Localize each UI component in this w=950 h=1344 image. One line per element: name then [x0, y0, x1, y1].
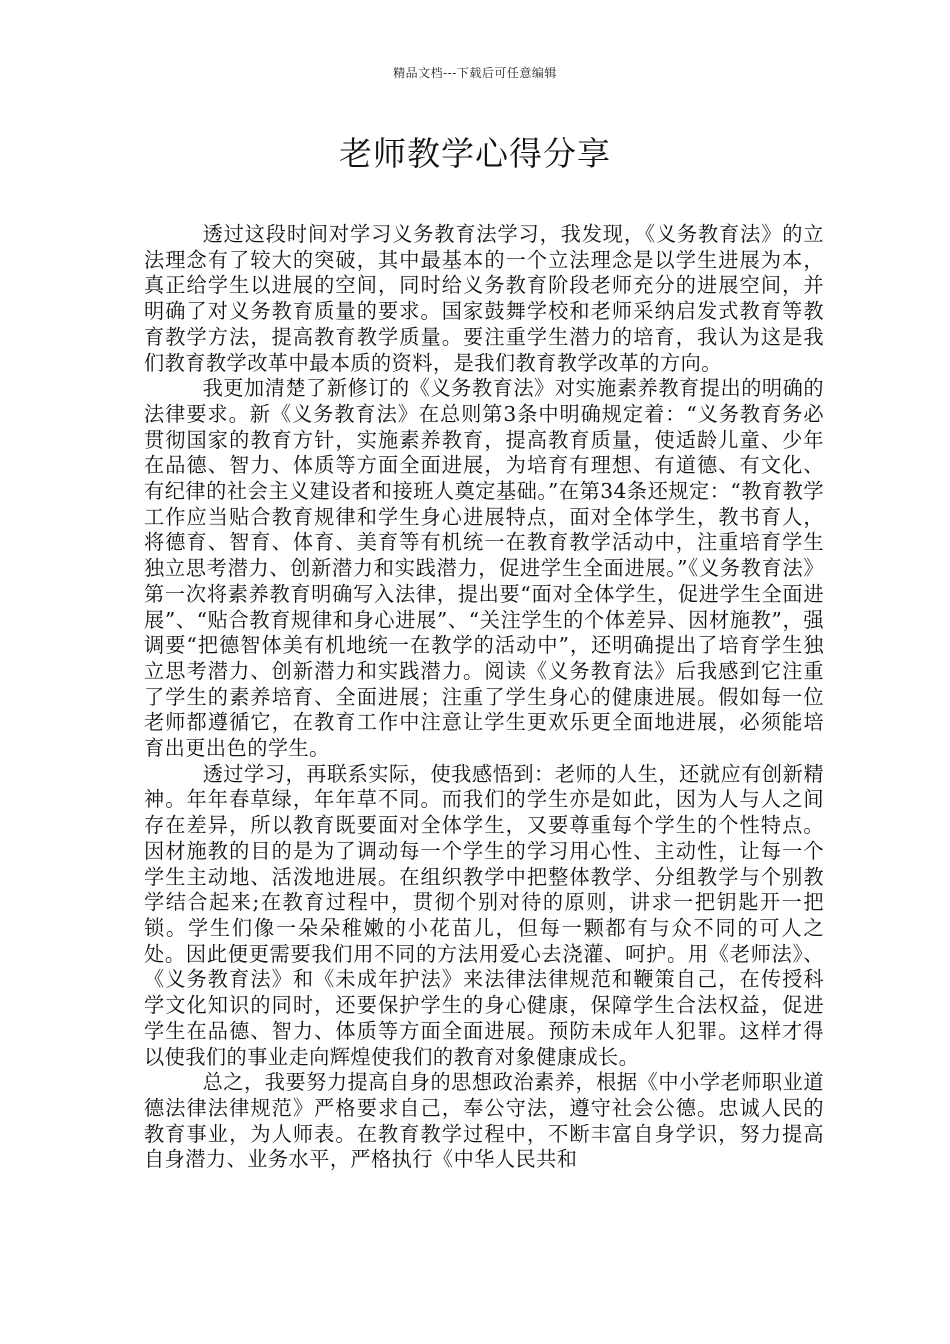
paragraph-1: 透过这段时间对学习义务教育法学习，我发现，《义务教育法》的立法理念有了较大的突破，其中最基本的一个立法理念是以学生进展为本，真正给学生以进展的空间，同时给义务教育阶段老师充分的进展空间，并明确了对义务教育质量的要求。国家鼓舞学校和老师采纳启发式教育等教育教学方法，提高教育教学质量。要注重学生潜力的培育，我认为这是我们教育教学改革中最本质的资料，是我们教育教学改革的方向。 — [144, 222, 824, 375]
paragraph-4: 总之，我要努力提高自身的思想政治素养，根据《中小学老师职业道德法律法律规范》严格要求自己，奉公守法，遵守社会公德。忠诚人民的教育事业，为人师表。在教育教学过程中，不断丰富自身学识，努力提高自身潜力、业务水平，严格执行《中华人民共和 — [144, 1070, 824, 1172]
document-title: 老师教学心得分享 — [339, 134, 611, 173]
paragraph-2: 我更加清楚了新修订的《义务教育法》对实施素养教育提出的明确的法律要求。新《义务教育法》在总则第3条中明确规定着：“义务教育务必贯彻国家的教育方针，实施素养教育，提高教育质量，使适龄儿童、少年在品德、智力、体质等方面全面进展，为培育有理想、有道德、有文化、有纪律的社会主义建设者和接班人奠定基础。”在第34条还规定：“教育教学工作应当贴合教育规律和学生身心进展特点，面对全体学生，教书育人，将德育、智育、体育、美育等有机统一在教育教学活动中，注重培育学生独立思考潜力、创新潜力和实践潜力，促进学生全面进展。”《义务教育法》第一次将素养教育明确写入法律，提出要“面对全体学生，促进学生全面进展”、“贴合教育规律和身心进展”、“关注学生的个体差异、因材施教”，强调要“把德智体美有机地统一在教学的活动中”，还明确提出了培育学生独立思考潜力、创新潜力和实践潜力。阅读《义务教育法》后我感到它注重了学生的素养培育、全面进展；注重了学生身心的健康进展。假如每一位老师都遵循它，在教育工作中注意让学生更欢乐更全面地进展，必须能培育出更出色的学生。 — [144, 376, 824, 761]
paragraph-3: 透过学习，再联系实际，使我感悟到：老师的人生，还就应有创新精神。年年春草绿，年年草不同。而我们的学生亦是如此，因为人与人之间存在差异，所以教育既要面对全体学生，又要尊重每个学生的个性特点。因材施教的目的是为了调动每一个学生的学习用心性、主动性，让每一个学生主动地、活泼地进展。在组织教学中把整体教学、分组教学与个别教学结合起来;在教育过程中，贯彻个别对待的原则，讲求一把钥匙开一把锁。学生们像一朵朵稚嫩的小花苗儿，但每一颗都有与众不同的可人之处。因此便更需要我们用不同的方法用爱心去浇灌、呵护。用《老师法》、《义务教育法》和《未成年护法》来法律法律规范和鞭策自己，在传授科学文化知识的同时，还要保护学生的身心健康，保障学生合法权益，促进学生在品德、智力、体质等方面全面进展。预防未成年人犯罪。这样才得以使我们的事业走向辉煌使我们的教育对象健康成长。 — [144, 761, 824, 1069]
page-header-note: 精品文档---下载后可任意编辑 — [393, 66, 557, 80]
document-body — [144, 222, 824, 1173]
